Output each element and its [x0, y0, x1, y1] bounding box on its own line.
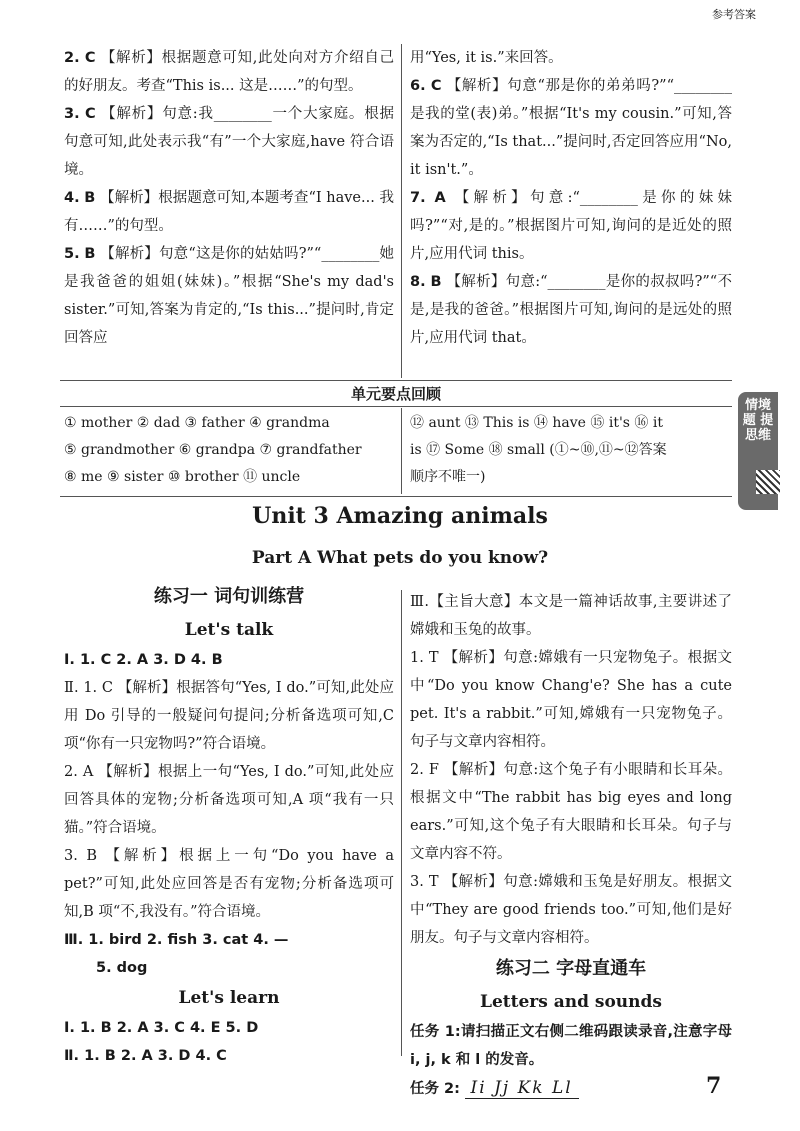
- column-divider-top: [401, 44, 402, 378]
- tf-item: 2. F 【解析】句意:这个兔子有小眼睛和长耳朵。根据文中“The rabbit has big eyes and long ears.”可知,这个兔子有大眼睛和长耳朵。句子与文章内容不符。: [410, 762, 732, 862]
- review-line: ⑤ grandmother ⑥ grandpa ⑦ grandfather: [64, 442, 362, 458]
- answers-top-left: [64, 44, 394, 352]
- page-header: 参考答案: [712, 8, 756, 21]
- answer-7: 7. A 【解析】句意:“________是你的妹妹吗?”“对,是的。”根据图片可知,询问的是近处的照片,应用代词 this。: [410, 190, 733, 262]
- talk-line: 5. dog: [96, 960, 148, 976]
- answer-6: 6. C 【解析】句意“那是你的弟弟吗?”“________是我的堂(表)弟。”根据“It's my cousin.”可知,答案为否定的,“Is that...”提问时,否定回答应用“No, it isn't.”。: [410, 78, 732, 178]
- part-title: Part A What pets do you know?: [251, 548, 549, 568]
- unit-title: Unit 3 Amazing animals: [252, 503, 548, 529]
- handwritten-letters: Ii Jj Kk Ll: [465, 1078, 579, 1099]
- review-title: 单元要点回顾: [350, 385, 441, 403]
- page-number: 7: [706, 1073, 722, 1099]
- lets-talk-title: Let's talk: [184, 620, 274, 640]
- lets-learn-title: Let's learn: [178, 988, 280, 1008]
- review-left: [64, 410, 394, 491]
- answer-2: 2. C 【解析】根据题意可知,此处向对方介绍自己的好朋友。考查“This is... 这是……”的句型。: [64, 50, 394, 94]
- summary-intro: Ⅲ.【主旨大意】本文是一篇神话故事,主要讲述了嫦娥和玉兔的故事。: [410, 594, 732, 638]
- talk-line: Ⅲ. 1. bird 2. fish 3. cat 4. —: [64, 932, 289, 948]
- task-1: 任务 1:请扫描正文右侧二维码跟读录音,注意字母 i, j, k 和 l 的发音。: [410, 1024, 732, 1068]
- answer-8: 8. B 【解析】句意:“________是你的叔叔吗?”“不是,是我的爸爸。”根据图片可知,询问的是远处的照片,应用代词 that。: [410, 274, 732, 346]
- talk-line: 2. A 【解析】根据上一句“Yes, I do.”可知,此处应回答具体的宠物;分析备选项可知,A 项“我有一只猫。”符合语境。: [64, 764, 394, 836]
- review-line: 顺序不唯一): [410, 469, 486, 485]
- divider-review-mid: [60, 406, 732, 407]
- answer-5: 5. B 【解析】句意“这是你的姑姑吗?”“________她是我爸爸的姐姐(妹妹)。”根据“She's my dad's sister.”可知,答案为肯定的,“Is this...”提问时,肯定回答应: [64, 246, 395, 346]
- learn-line: Ⅱ. 1. B 2. A 3. D 4. C: [64, 1048, 227, 1064]
- tf-item: 1. T 【解析】句意:嫦娥有一只宠物兔子。根据文中“Do you know Chang'e? She has a cute pet. It's a rabbit.”可知,嫦娥有一只宠物兔子。句子与文章内容相符。: [410, 650, 732, 750]
- divider-review-top: [60, 380, 732, 381]
- column-divider-review: [401, 408, 402, 494]
- review-line: ⑧ me ⑨ sister ⑩ brother ⑪ uncle: [64, 469, 301, 485]
- review-line: is ⑰ Some ⑱ small (①~⑩,⑪~⑫答案: [410, 442, 667, 458]
- answers-top-right: [410, 44, 732, 352]
- answer-3: 3. C 【解析】句意:我________一个大家庭。根据句意可知,此处表示我“有”一个大家庭,have 符合语境。: [64, 106, 395, 178]
- column-divider-lower: [401, 590, 402, 1056]
- talk-line: 3. B 【解析】根据上一句“Do you have a pet?”可知,此处应回答是否有宠物;分析备选项可知,B 项“不,我没有。”符合语境。: [64, 848, 394, 920]
- review-line: ① mother ② dad ③ father ④ grandma: [64, 415, 330, 431]
- lower-left-column: [64, 580, 394, 1070]
- practice-1-title: 练习一 词句训练营: [153, 586, 305, 607]
- talk-line: Ⅰ. 1. C 2. A 3. D 4. B: [64, 652, 223, 668]
- answer-5-cont: 用“Yes, it is.”来回答。: [410, 50, 563, 66]
- letters-sounds-title: Letters and sounds: [479, 992, 662, 1012]
- practice-2-title: 练习二 字母直通车: [495, 958, 647, 979]
- review-right: [410, 410, 732, 491]
- learn-line: Ⅰ. 1. B 2. A 3. C 4. E 5. D: [64, 1020, 259, 1036]
- side-tab: 情境题 提思维: [738, 392, 778, 510]
- talk-line: Ⅱ. 1. C 【解析】根据答句“Yes, I do.”可知,此处应用 Do 引导的一般疑问句提问;分析备选项可知,C 项“你有一只宠物吗?”符合语境。: [64, 680, 394, 752]
- lower-right-column: [410, 588, 732, 1103]
- tf-item: 3. T 【解析】句意:嫦娥和玉兔是好朋友。根据文中“They are good friends too.”可知,他们是好朋友。句子与文章内容相符。: [410, 874, 732, 946]
- qr-code-icon[interactable]: [756, 470, 780, 494]
- review-line: ⑫ aunt ⑬ This is ⑭ have ⑮ it's ⑯ it: [410, 415, 663, 431]
- task-2: 任务 2: Ii Jj Kk Ll: [410, 1074, 732, 1103]
- divider-review-bottom: [60, 496, 732, 497]
- answer-4: 4. B 【解析】根据题意可知,本题考查“I have... 我有……”的句型。: [64, 190, 394, 234]
